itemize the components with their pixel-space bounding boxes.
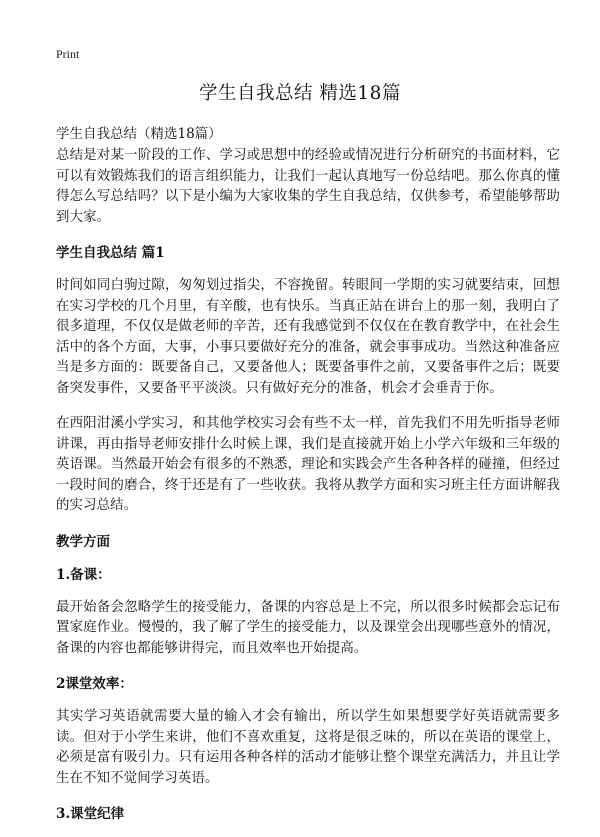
intro-paragraph: 总结是对某一阶段的工作、学习或思想中的经验或情况进行分析研究的书面材料，它可以有效锻炼我们的语言组织能力，让我们一起认真地写一份总结吧。那么你真的懂得怎么写总结吗？以下是小编为大家收集的学生自我总结，仅供参考，希望能够帮助到大家。: [56, 148, 560, 225]
document-body: [56, 146, 560, 837]
section1-paragraph-2: 在西阳泔溪小学实习，和其他学校实习会有些不太一样，首先我们不用先听指导老师讲课，再由指导老师安排什么时候上课，我们是直接就开始上小学六年级和三年级的英语课。当然最开始会有很多的不熟悉，理论和实践会产生各种各样的碰撞，但经过一段时间的磨合，终于还是有了一些收获。我将从教学方面和实习班主任方面讲解我的实习总结。: [56, 416, 560, 513]
teaching-heading: 教学方面: [56, 533, 110, 550]
print-label[interactable]: Print: [56, 47, 80, 61]
document-title: 学生自我总结 精选18篇: [199, 83, 401, 104]
item2-paragraph: 其实学习英语就需要大量的输入才会有输出，所以学生如果想要学好英语就需要多读。但对于小学生来讲，他们不喜欢重复，这将是很乏味的，所以在英语的课堂上，必须是富有吸引力。只有运用各种各样的活动才能够让整个课堂充满活力，并且让学生在不知不觉间学习英语。: [56, 709, 560, 786]
section1-paragraph-1: 时间如同白驹过隙，匆匆划过指尖，不容挽留。转眼间一学期的实习就要结束，回想在实习学校的几个月里，有辛酸，也有快乐。当真正站在讲台上的那一刻，我明白了很多道理，不仅仅是做老师的辛苦，还有我感觉到不仅仅在在教育教学中，在社会生活中的各个方面，大事，小事只要做好充分的准备，就会事事成功。当然这种准备应当是多方面的：既要备自己，又要备他人；既要备事件之前，又要备事件之后；既要备突发事件，又要备平平淡淡。只有做好充分的准备，机会才会垂青于你。: [56, 278, 560, 396]
section-heading-1: 学生自我总结 篇1: [56, 245, 165, 261]
item1-heading: 1.备课：: [56, 566, 111, 583]
item1-paragraph: 最开始备会忽略学生的接受能力，备课的内容总是上不完，所以很多时候都会忘记布置家庭作业。慢慢的，我了解了学生的接受能力，以及课堂会出现哪些意外的情况，备课的内容也都能够讲得完，而且效率也开始提高。: [56, 599, 560, 656]
item2-heading: 2课堂效率：: [56, 676, 133, 692]
item3-heading: 3.课堂纪律: [56, 806, 125, 822]
document-subtitle: 学生自我总结（精选18篇）: [56, 126, 222, 142]
